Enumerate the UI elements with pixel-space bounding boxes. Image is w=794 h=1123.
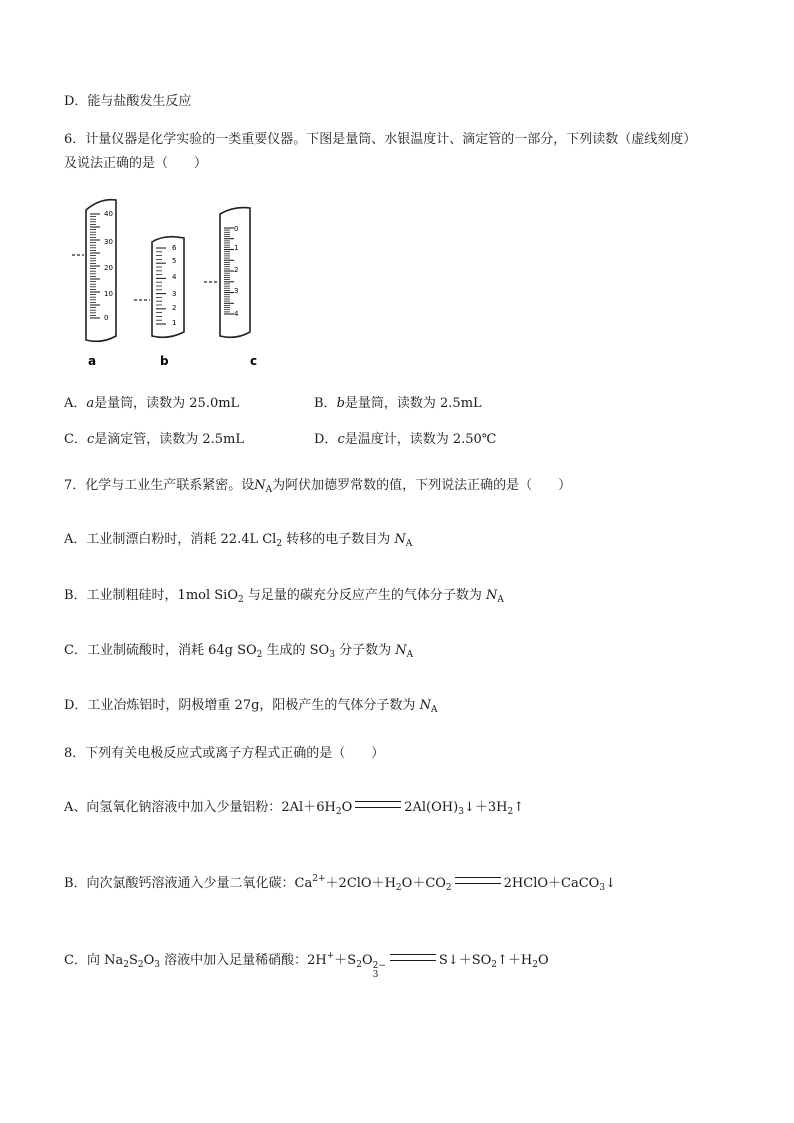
instrument-a <box>72 200 116 368</box>
q6-option-c: C．c是滴定管，读数为 2.5mL <box>64 432 245 447</box>
instrument-a-tick-label: 20 <box>104 264 113 272</box>
q6-stem-line1: 6．计量仪器是化学实验的一类重要仪器。下图是量筒、水银温度计、滴定管的一部分，下列读数（虚线刻度） <box>64 132 697 147</box>
equals-sign-icon <box>390 954 436 961</box>
q6-stem-line2: 及说法正确的是（ ） <box>64 156 208 171</box>
instrument-b-tick-label: 4 <box>172 273 177 281</box>
instrument-c-tick-label: 2 <box>234 266 239 274</box>
q6-option-d: D．c是温度计，读数为 2.50℃ <box>314 432 497 447</box>
instrument-b-tick-label: 1 <box>172 319 177 327</box>
instrument-b-tick-label: 3 <box>172 290 177 298</box>
q8-option-b: B．向次氯酸钙溶液通入少量二氧化碳：$Ca^{2+}+2ClO+H_2O+CO_2$ 2HClO＋CaCO$_3$↓ <box>64 874 616 893</box>
instrument-a-tick-label: 0 <box>104 314 109 322</box>
instrument-c-tick-label: 0 <box>234 225 239 233</box>
equals-sign-icon <box>355 801 401 808</box>
q7-stem: 7．化学与工业生产联系紧密。设$N_A$为阿伏加德罗常数的值，下列说法正确的是（ ） <box>64 478 572 495</box>
q7-option-c: C．工业制硫酸时，消耗 64g $SO_2$ 生成的 $SO_3$ 分子数为 $N_A$ <box>64 643 414 660</box>
q8-option-a: A、向氢氧化钠溶液中加入少量铝粉：$2Al+6H_2O$ $2Al(OH)_3↓+3H_2↑$ <box>64 800 525 817</box>
q7-option-d: D．工业冶炼铝时，阴极增重 27g，阳极产生的气体分子数为 $N_A$ <box>64 698 438 715</box>
instrument-a-tick-label: 30 <box>104 238 113 246</box>
instrument-figure <box>64 190 274 370</box>
instrument-c-tick-label: 3 <box>234 287 239 295</box>
instrument-a-tick-label: 10 <box>104 290 113 298</box>
instrument-b <box>134 237 184 368</box>
q8-stem: 8．下列有关电极反应式或离子方程式正确的是（ ） <box>64 746 385 761</box>
instrument-b-label: b <box>160 354 169 368</box>
instrument-c-label: c <box>250 354 258 368</box>
instrument-c-tick-label: 1 <box>234 244 239 252</box>
equals-sign-icon <box>455 877 501 884</box>
q6-option-b: B．b是量筒，读数为 2.5mL <box>314 396 482 411</box>
q8-option-c: C．向 $Na_2S_2O_3$ 溶液中加入足量稀硝酸：$2H^++S_2O$ 2− 3 $S↓+SO_2↑+H_2O$ <box>64 951 549 980</box>
q6-option-a: A．a是量筒，读数为 25.0mL <box>64 396 240 411</box>
instrument-a-tick-label: 40 <box>104 210 113 218</box>
instrument-b-tick-label: 6 <box>172 244 177 252</box>
instrument-b-tick-label: 2 <box>172 304 177 312</box>
q7-option-a: A．工业制漂白粉时，消耗 22.4L $Cl_2$ 转移的电子数目为 $N_A$ <box>64 532 413 549</box>
instrument-b-tick-label: 5 <box>172 257 177 265</box>
instrument-c <box>204 208 257 368</box>
q7-option-b: B．工业制粗硅时，1mol SiO$_2$ 与足量的碳充分反应产生的气体分子数为 $N_A$ <box>64 588 504 605</box>
thiosulfate-charge-scripts: 2− 3 <box>372 961 386 980</box>
instrument-c-tick-label: 4 <box>234 310 239 318</box>
instrument-a-label: a <box>88 354 97 368</box>
q5-option-d: D．能与盐酸发生反应 <box>64 94 192 109</box>
